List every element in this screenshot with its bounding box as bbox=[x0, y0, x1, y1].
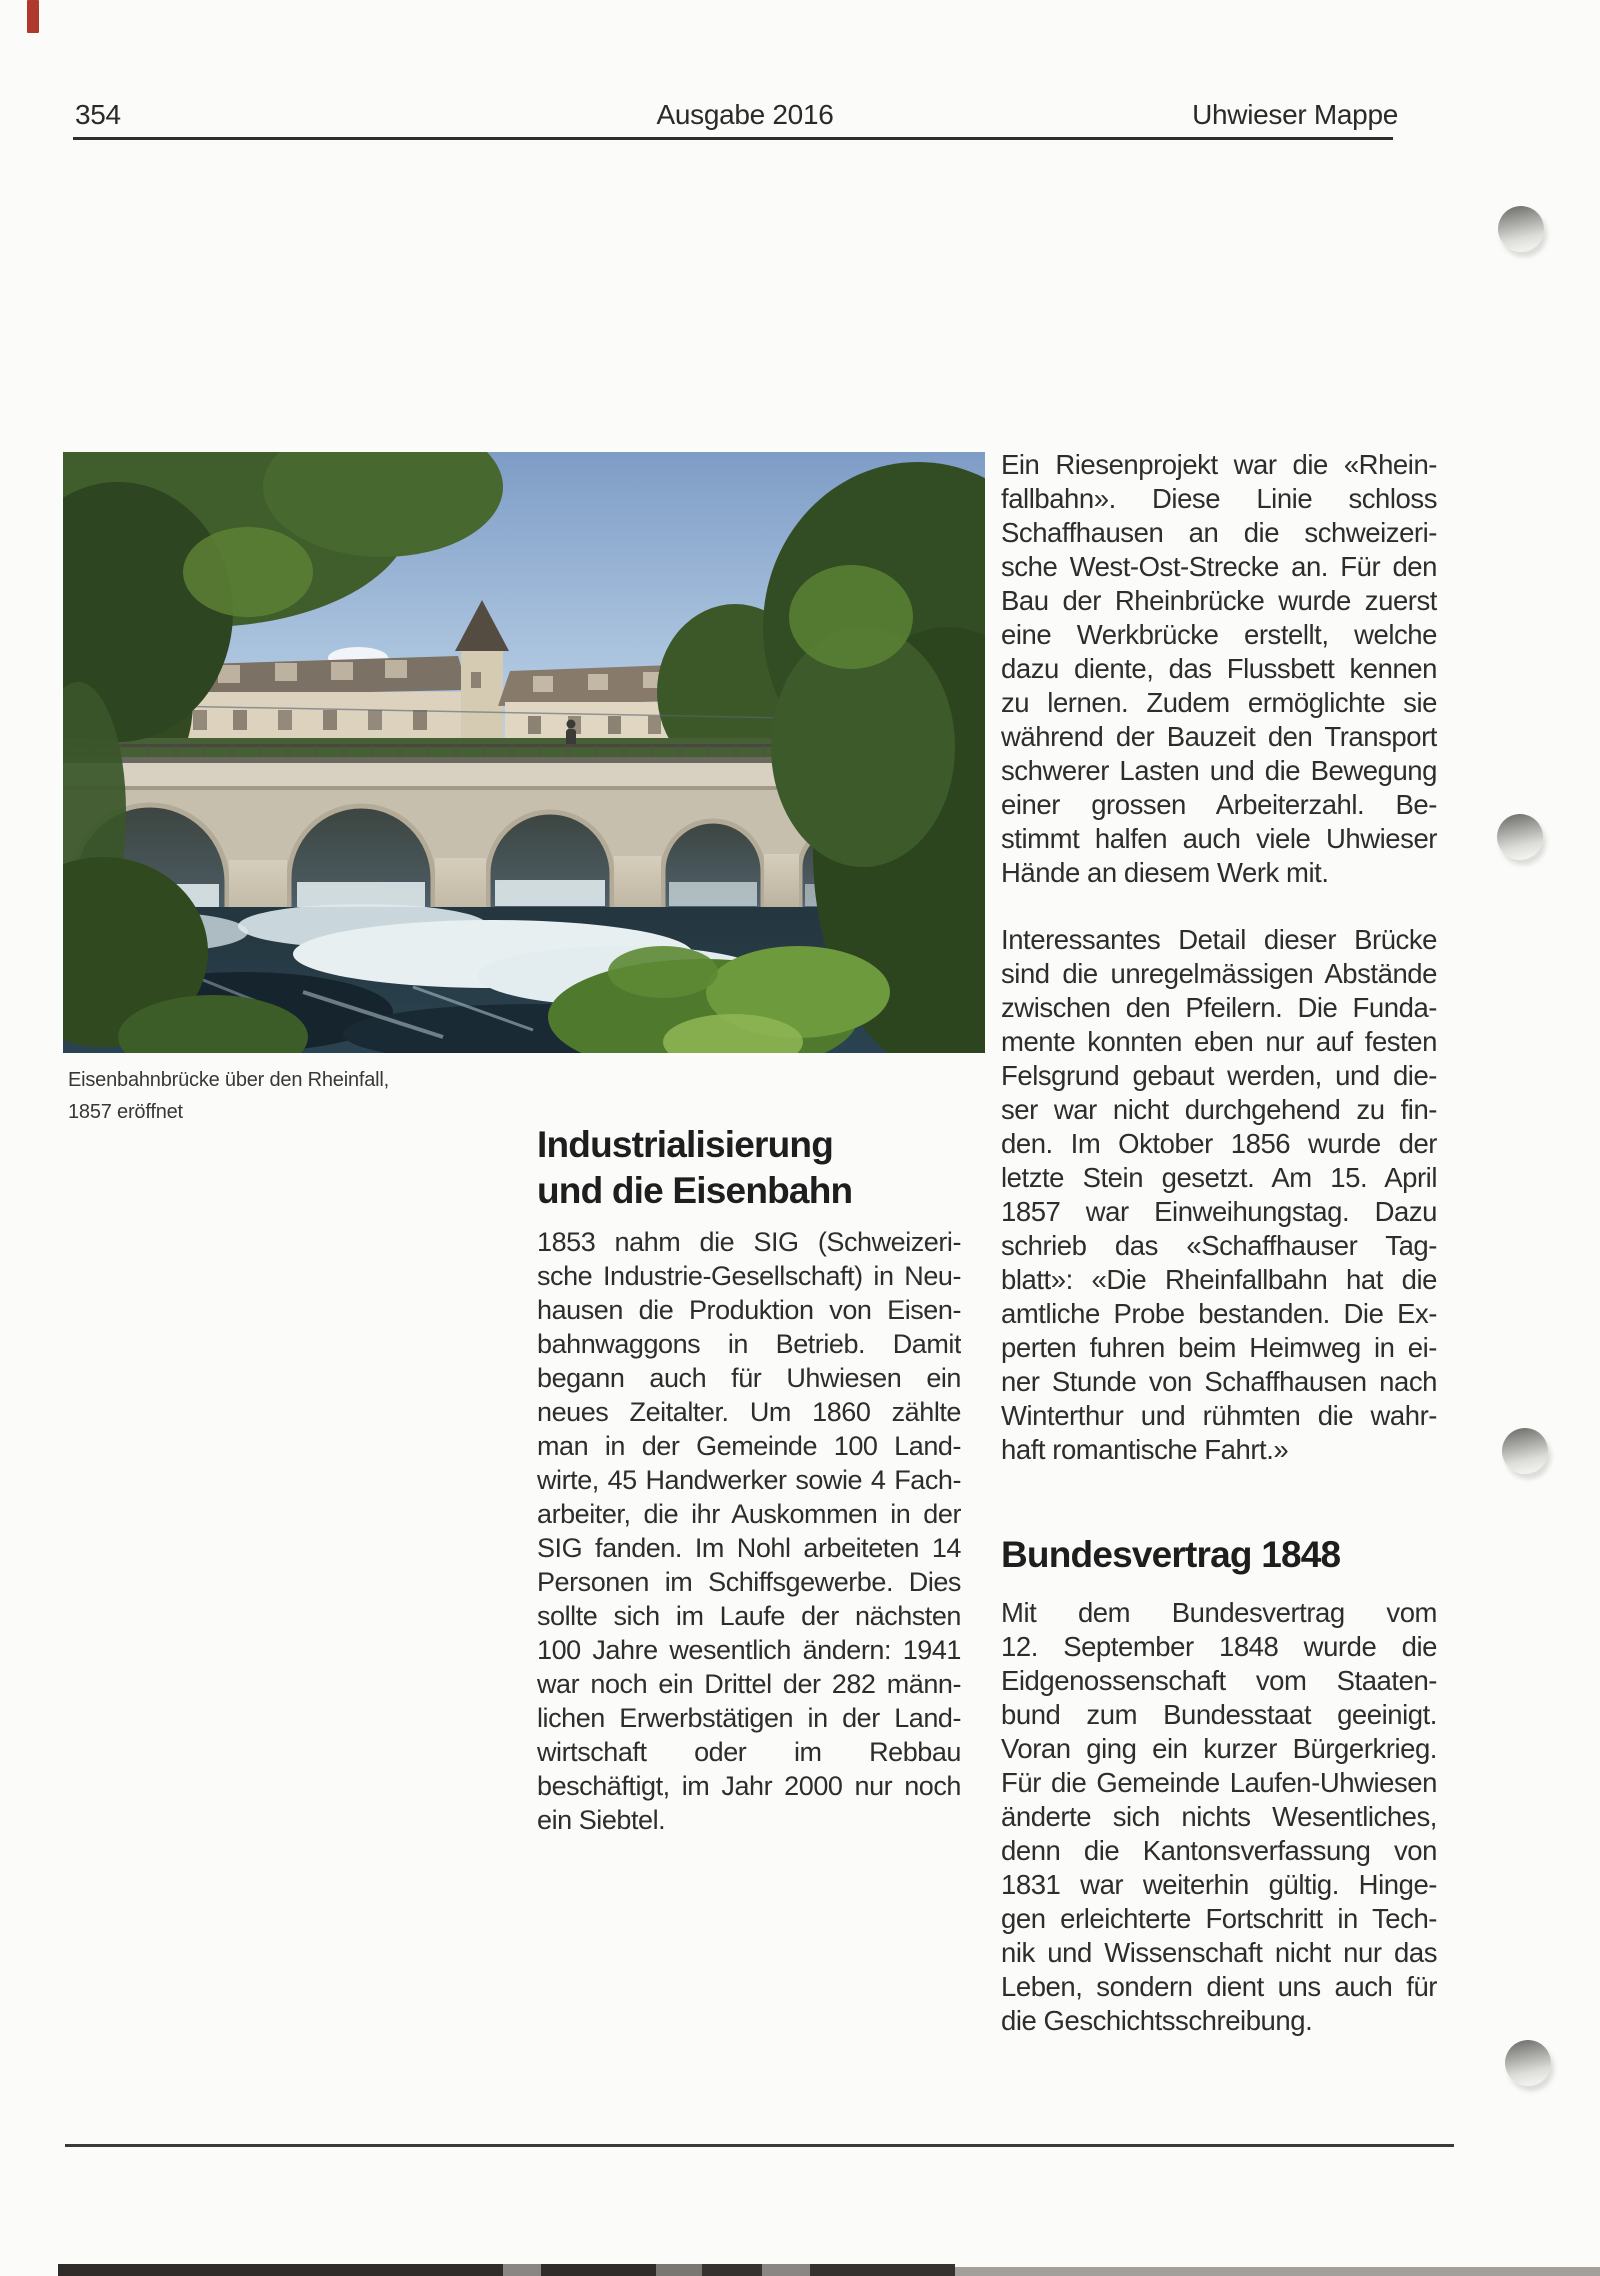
punch-hole bbox=[1502, 1428, 1548, 1474]
punch-hole bbox=[1505, 2040, 1551, 2086]
right-column-paragraph-3: Mit dem Bundesvertrag vom 12. September 1848 wurde die Eidgenossenschaft vom Staaten- bund zum Bundesstaat geeinigt. Voran ging ein kurzer Bürgerkrieg. Für die Gemeinde Laufen-Uhwiesen änderte sich nichts Wesentliches, denn die Kantonsverfassung von 1831 war weiterhin gültig. Hinge- gen erleichterte Fortschritt in Tech- nik und Wissenschaft nicht nur das Leben, sondern dient uns auch für die Geschichtsschreibung. bbox=[1001, 1597, 1437, 2036]
pedestrian-figure bbox=[566, 720, 576, 748]
article-paragraph: 1853 nahm die SIG (Schweizeri- sche Industrie-Gesellschaft) in Neu- hausen die Produktion von Eisen- bahnwaggons in Betrieb. Damit begann auch für Uhwiesen ein neues Zeitalter. Um 1860 zählte man in der Gemeinde 100 Land- wirte, 45 Handwerker sowie 4 Fach- arbeiter, die ihr Auskommen in der SIG fanden. Im Nohl arbeiteten 14 Personen im Schiffsgewerbe. Dies sollte sich im Laufe der nächsten 100 Jahre wesentlich ändern: 1941 war noch ein Drittel der 282 männ- lichen Erwerbstätigen in der Land- wirtschaft oder im Rebbau beschäftigt, im Jahr 2000 nur noch ein Siebtel. bbox=[537, 1227, 961, 1835]
footer-rule bbox=[65, 2144, 1454, 2147]
punch-hole bbox=[1497, 814, 1543, 860]
section-heading: Bundesvertrag 1848 bbox=[1001, 1534, 1341, 1575]
right-column-paragraph-1: Ein Riesenprojekt war die «Rhein- fallbahn». Diese Linie schloss Schaffhausen an die schweizeri- sche West-Ost-Strecke an. Für den Bau der Rheinbrücke wurde zuerst eine Werkbrücke erstellt, welche dazu diente, das Flussbett kennen zu lernen. Zudem ermöglichte sie während der Bauzeit den Transport schwerer Lasten und die Bewegung einer grossen Arbeiterzahl. Be- stimmt halfen auch viele Uhwieser Hände an diesem Werk mit. bbox=[1001, 449, 1437, 888]
header-page-number: 354 bbox=[75, 99, 121, 130]
header-rule bbox=[73, 137, 1393, 140]
bridge-photo bbox=[63, 452, 985, 1053]
article-heading: Industrialisierung und die Eisenbahn bbox=[537, 1124, 853, 1211]
header-edition: Ausgabe 2016 bbox=[656, 99, 834, 130]
punch-hole bbox=[1498, 206, 1544, 252]
photo-caption: Eisenbahnbrücke über den Rheinfall, 1857 eröffnet bbox=[68, 1069, 389, 1123]
scan-artifact-bottom-edge bbox=[0, 2264, 1600, 2276]
right-column-paragraph-2: Interessantes Detail dieser Brücke sind die unregelmässigen Abstände zwischen den Pfeilern. Die Funda- mente konnten eben nur auf festen Felsgrund gebaut werden, und die- ser war nicht durchgehend zu fin- den. Im Oktober 1856 wurde der letzte Stein gesetzt. Am 15. April 1857 war Einweihungstag. Dazu schrieb das «Schaffhauser Tag- blatt»: «Die Rheinfallbahn hat die amtliche Probe bestanden. Die Ex- perten fuhren beim Heimweg in ei- ner Stunde von Schaffhausen nach Winterthur und rühmten die wahr- haft romantische Fahrt.» bbox=[1001, 924, 1437, 1465]
header-collection: Uhwieser Mappe bbox=[1192, 99, 1398, 130]
bridge-photo-illustration bbox=[63, 452, 985, 1053]
scan-artifact-red-mark bbox=[27, 0, 39, 33]
